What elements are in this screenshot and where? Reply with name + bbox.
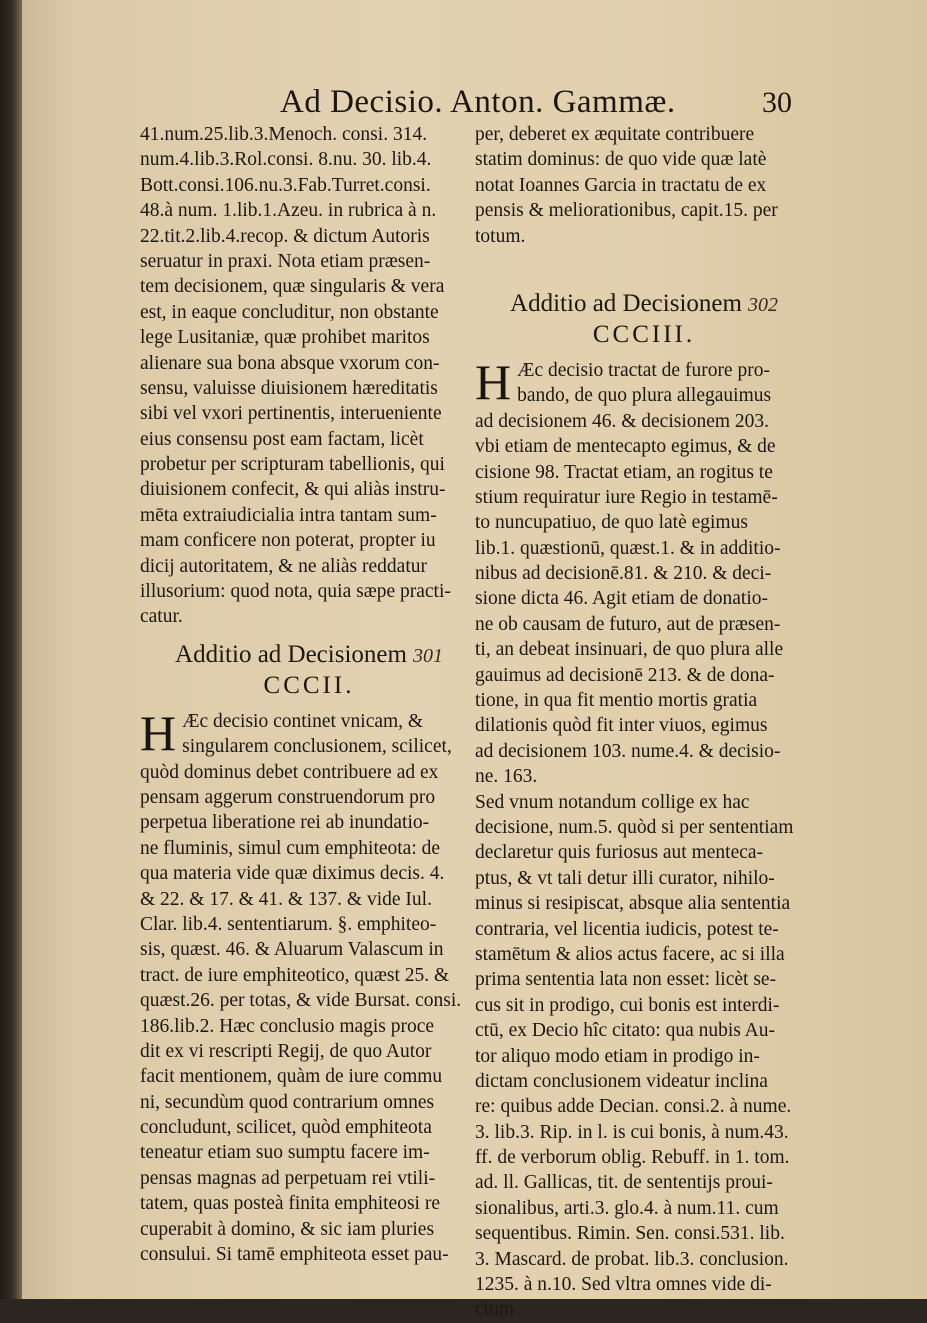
text-line: prima sententia lata non esset: licèt se- (475, 969, 777, 991)
text-line: tor aliquo modo etiam in prodigo in- (475, 1045, 760, 1067)
text-line: nibus ad decisionē.81. & 210. & deci- (475, 563, 772, 585)
text-line: sequentibus. Rimin. Sen. consi.531. lib. (475, 1223, 785, 1245)
text-line: to nuncupatiuo, de quo latè egimus (475, 512, 748, 534)
text-line: tatem, quas posteà finita emphiteosi re (140, 1193, 440, 1215)
text-line: stium requiratur iure Regio in testamē- (475, 486, 778, 508)
left-column (140, 122, 478, 1267)
text-line: pensam aggerum construendorum pro (140, 786, 436, 808)
text-line: & 22. & 17. & 41. & 137. & vide Iul. (140, 888, 432, 910)
text-line: per, deberet ex æquitate contribuere (475, 124, 755, 145)
text-line: tione, in qua fit mentio mortis gratia (475, 690, 758, 712)
text-line: sione dicta 46. Agit etiam de donatio- (475, 588, 768, 610)
text-line: ad. ll. Gallicas, tit. de sententijs proui- (475, 1172, 773, 1194)
book-page (22, 0, 927, 1321)
text-line: 3. lib.3. Rip. in l. is cui bonis, à num.43. (475, 1121, 789, 1143)
text-line: alienare sua bona absque vxorum con- (140, 352, 440, 374)
left-top-text (140, 122, 478, 630)
text-line: 186.lib.2. Hæc conclusio magis proce (140, 1015, 435, 1037)
text-line: decisione, num.5. quòd si per sententiam (475, 816, 794, 838)
text-line: concludunt, scilicet, quòd emphiteota (140, 1117, 432, 1139)
left-decision-numeral: CCCII. (263, 671, 355, 699)
text-line: cisione 98. Tractat etiam, an rogitus te (475, 461, 773, 483)
right-heading (475, 289, 813, 320)
text-line: 22.tit.2.lib.4.recop. & dictum Autoris (140, 225, 430, 247)
text-line: ti, an debeat insinuari, de quo plura alle (475, 639, 784, 661)
right-dropcap: H (475, 353, 512, 410)
text-line: 1235. à n.10. Sed vltra omnes vide di- (475, 1274, 772, 1296)
text-line: dictam conclusionem videatur inclina (475, 1070, 768, 1092)
text-line: dit ex vi rescripti Regij, de quo Autor (140, 1040, 432, 1062)
right-heading-handwritten: 302 (747, 293, 778, 316)
text-line: stamētum & alios actus facere, ac si illa (475, 943, 785, 965)
text-line: catur. (140, 606, 183, 628)
text-line: ne. 163. (475, 766, 538, 788)
text-line: tract. de iure emphiteotico, quæst 25. & (140, 964, 450, 986)
text-line: lege Lusitaniæ, quæ prohibet maritos (140, 327, 430, 349)
text-line: Æc decisio continet vnicam, & (182, 710, 424, 732)
text-line: gauimus ad decisionē 213. & de dona- (475, 664, 775, 686)
text-line: dilationis quòd fit inter viuos, egimus (475, 715, 768, 737)
text-line: quæst.26. per totas, & vide Bursat. consi. (140, 990, 462, 1012)
text-line: mēta extraiudicialia intra tantam sum- (140, 504, 437, 526)
text-line: ptus, & vt tali detur illi curator, nihilo- (475, 867, 775, 889)
text-line: sis, quæst. 46. & Aluarum Valascum in (140, 939, 444, 961)
text-line: ctū, ex Decio hîc citato: qua nubis Au- (475, 1020, 776, 1042)
left-dropcap: H (140, 704, 177, 761)
text-line: singularem conclusionem, scilicet, (182, 736, 452, 758)
text-line: cuperabit à domino, & sic iam pluries (140, 1218, 435, 1240)
text-line: dicij autoritatem, & ne aliàs reddatur (140, 555, 427, 577)
text-line: sionalibus, arti.3. glo.4. à num.11. cum (475, 1197, 779, 1219)
page-header (22, 84, 927, 124)
left-heading (140, 640, 478, 671)
text-line: totum. (475, 225, 526, 247)
text-line: re: quibus adde Decian. consi.2. à nume. (475, 1096, 792, 1118)
text-line: quòd dominus debet contribuere ad ex (140, 761, 439, 783)
text-line: notat Ioannes Garcia in tractatu de ex (475, 174, 767, 196)
text-line: consului. Si tamē emphiteota esset pau- (140, 1244, 449, 1266)
text-line: statim dominus: de quo vide quæ latè (475, 149, 767, 171)
text-line: bando, de quo plura allegauimus (517, 385, 772, 407)
right-heading-text: Additio ad Decisionem (510, 289, 742, 317)
left-body-text (140, 704, 478, 1268)
text-line: Bott.consi.106.nu.3.Fab.Turret.consi. (140, 174, 431, 196)
text-line: Sed vnum notandum collige ex hac (475, 791, 750, 813)
text-line: 48.à num. 1.lib.1.Azeu. in rubrica à n. (140, 200, 437, 222)
text-line: qua materia vide quæ diximus decis. 4. (140, 863, 445, 885)
text-line: declaretur quis furiosus aut menteca- (475, 842, 764, 864)
text-line: Clar. lib.4. sententiarum. §. emphiteo- (140, 913, 437, 935)
text-line: probetur per scripturam tabellionis, qui (140, 454, 445, 476)
text-line: 41.num.25.lib.3.Menoch. consi. 314. (140, 124, 428, 145)
text-line: facit mentionem, quàm de iure commu (140, 1066, 443, 1088)
text-line: est, in eaque concluditur, non obstante (140, 301, 439, 323)
text-line: ad decisionem 103. nume.4. & decisio- (475, 740, 781, 762)
text-line: tem decisionem, quæ singularis & vera (140, 276, 445, 298)
text-line: cus sit in prodigo, cui bonis est interdi- (475, 994, 780, 1016)
text-line: ne ob causam de futuro, aut de præsen- (475, 613, 781, 635)
right-column (475, 122, 813, 1323)
text-line: sensu, valuisse diuisionem hæreditatis (140, 377, 438, 399)
text-line: num.4.lib.3.Rol.consi. 8.nu. 30. lib.4. (140, 149, 432, 171)
text-line: eius consensu post eam factam, licèt (140, 428, 424, 450)
text-line: contraria, vel licentia iudicis, potest te- (475, 918, 779, 940)
text-line: ne fluminis, simul cum emphiteota: de (140, 837, 441, 859)
text-line: perpetua liberatione rei ab inundatio- (140, 812, 430, 834)
text-line: seruatur in praxi. Nota etiam præsen- (140, 250, 431, 272)
text-line: vbi etiam de mentecapto egimus, & de (475, 436, 776, 458)
text-line: ad decisionem 46. & decisionem 203. (475, 410, 770, 432)
text-line: illusorium: quod nota, quia sæpe practi- (140, 581, 451, 603)
text-line: teneatur etiam suo sumptu facere im- (140, 1142, 430, 1164)
text-line: mam conficere non poterat, propter iu (140, 530, 436, 552)
text-line: ni, secundùm quod contrarium omnes (140, 1091, 435, 1113)
running-head: Ad Decisio. Anton. Gammæ. (280, 84, 676, 120)
text-line: diuisionem confecit, & qui aliàs instru- (140, 479, 446, 501)
left-heading-text: Additio ad Decisionem (175, 640, 407, 668)
left-heading-handwritten: 301 (412, 644, 443, 667)
text-line: sibi vel vxori pertinentis, interueniente (140, 403, 442, 425)
right-top-text (475, 122, 813, 249)
right-decision-numeral: CCCIII. (592, 320, 696, 348)
text-line: 3. Mascard. de probat. lib.3. conclusion. (475, 1248, 789, 1270)
text-line: Æc decisio tractat de furore pro- (517, 359, 770, 381)
text-line: pensis & meliorationibus, capit.15. per (475, 200, 778, 222)
text-line: ff. de verborum oblig. Rebuff. in 1. tom. (475, 1147, 790, 1169)
folio-number: 30 (762, 86, 792, 119)
right-body-text (475, 353, 813, 1323)
text-line: lib.1. quæstionū, quæst.1. & in additio- (475, 537, 781, 559)
binding-gutter (0, 0, 22, 1299)
text-line: pensas magnas ad perpetuam rei vtili- (140, 1167, 436, 1189)
text-line: minus si resipiscat, absque alia sententia (475, 893, 791, 915)
text-line: ctum (475, 1299, 514, 1321)
